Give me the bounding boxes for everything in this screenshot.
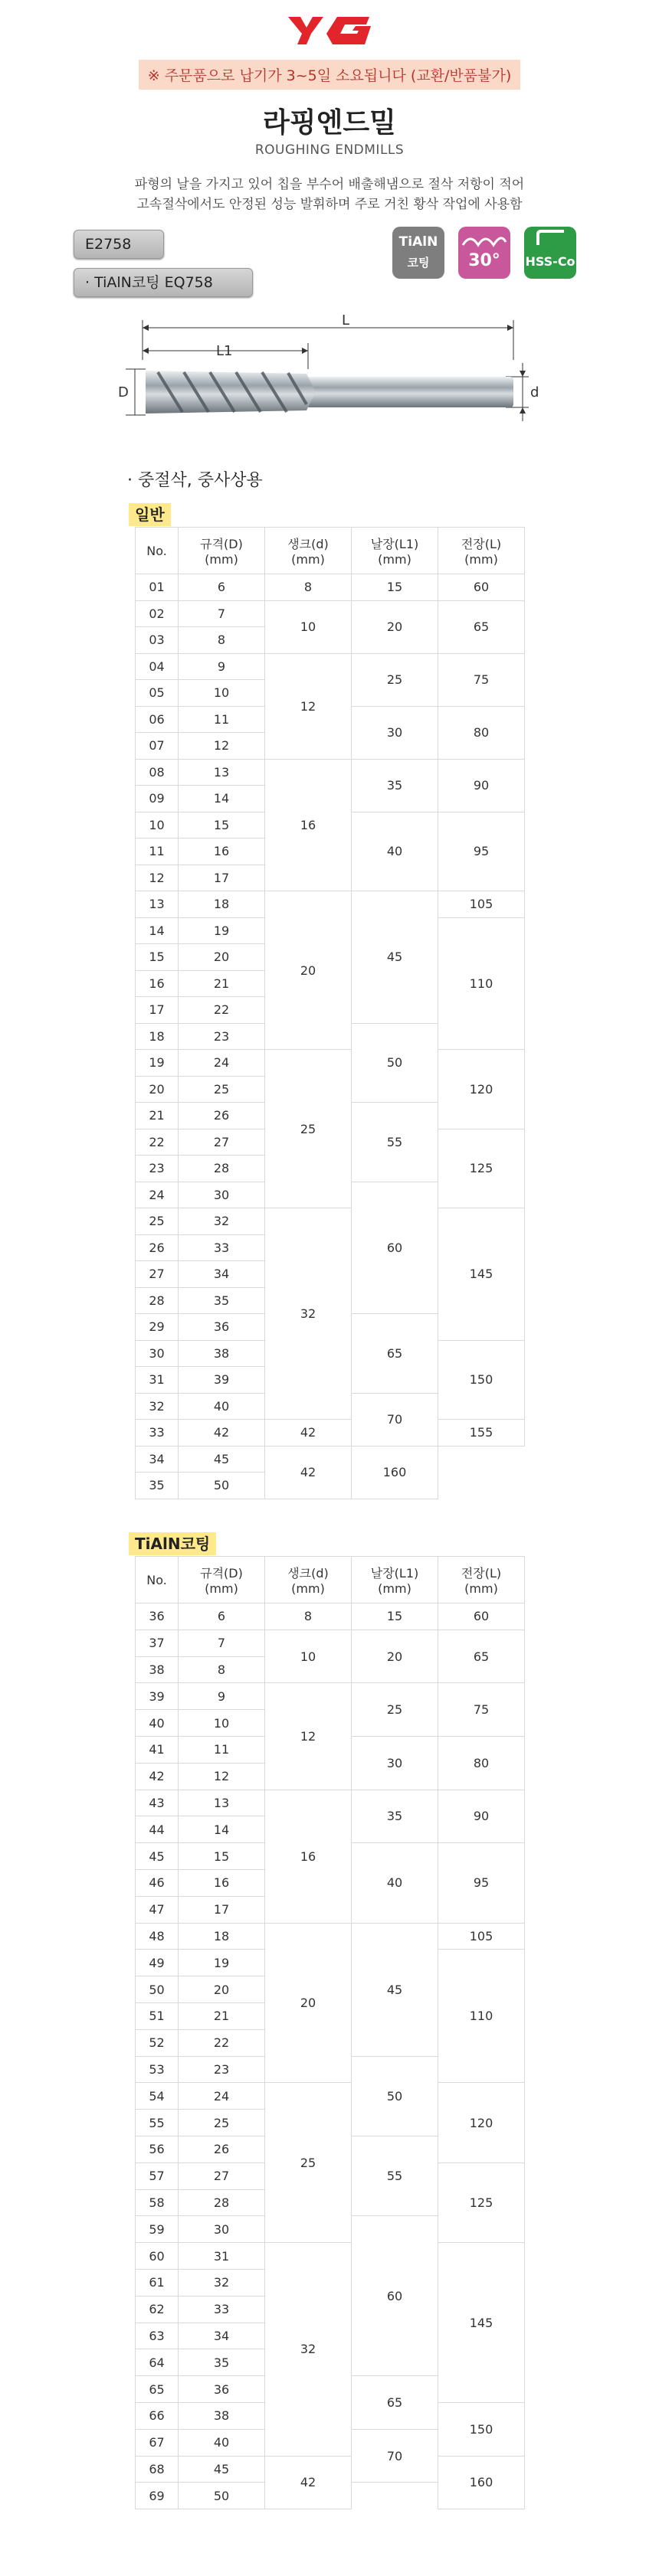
table-row bbox=[136, 653, 525, 680]
cell-no: 09 bbox=[136, 786, 179, 812]
usage-label: · 중절삭, 중사상용 bbox=[127, 471, 263, 490]
hss-co-badge bbox=[524, 227, 576, 279]
cell-flute-length: 35 bbox=[352, 1790, 438, 1843]
cell-diameter: 32 bbox=[179, 2269, 265, 2296]
cell-diameter: 40 bbox=[179, 2429, 265, 2456]
cell-diameter: 20 bbox=[179, 1976, 265, 2003]
page-subtitle: ROUGHING ENDMILLS bbox=[254, 142, 405, 158]
cell-diameter: 25 bbox=[179, 1076, 265, 1103]
page-title: 라핑엔드밀 bbox=[263, 107, 396, 139]
cell-overall-length: 80 bbox=[438, 1736, 525, 1790]
cell-no: 37 bbox=[136, 1630, 179, 1656]
cell-diameter: 23 bbox=[179, 1023, 265, 1050]
cell-overall-length: 160 bbox=[352, 1446, 438, 1499]
table-header-cell: 날장(L1) (mm) bbox=[352, 528, 438, 574]
cell-shank: 32 bbox=[265, 1208, 352, 1420]
cell-shank: 42 bbox=[265, 1420, 352, 1447]
cell-no: 11 bbox=[136, 839, 179, 865]
cell-overall-length: 110 bbox=[438, 917, 525, 1050]
spec-table-general bbox=[135, 527, 525, 1499]
table-header-row bbox=[136, 1557, 525, 1603]
table-header-cell: No. bbox=[136, 1557, 179, 1603]
cell-diameter: 21 bbox=[179, 2002, 265, 2029]
cell-diameter: 9 bbox=[179, 1683, 265, 1710]
cell-flute-length: 20 bbox=[352, 1630, 438, 1683]
cell-no: 21 bbox=[136, 1103, 179, 1129]
cell-diameter: 28 bbox=[179, 1156, 265, 1182]
cell-overall-length: 75 bbox=[438, 653, 525, 706]
cell-diameter: 17 bbox=[179, 865, 265, 891]
brand-logo bbox=[0, 14, 659, 51]
cell-no: 12 bbox=[136, 865, 179, 891]
cell-diameter: 34 bbox=[179, 2323, 265, 2349]
cell-shank: 8 bbox=[265, 1603, 352, 1630]
cell-diameter: 18 bbox=[179, 1923, 265, 1950]
endmill-diagram bbox=[115, 314, 544, 452]
cell-overall-length: 80 bbox=[438, 706, 525, 759]
description-line-1: 파형의 날을 가지고 있어 칩을 부수어 배출해냄으로 절삭 저항이 적어 bbox=[134, 177, 525, 192]
cell-no: 52 bbox=[136, 2029, 179, 2056]
cell-flute-length: 15 bbox=[352, 574, 438, 601]
cell-shank: 12 bbox=[265, 1683, 352, 1790]
cell-diameter: 25 bbox=[179, 2110, 265, 2136]
cell-no: 55 bbox=[136, 2110, 179, 2136]
cell-no: 15 bbox=[136, 944, 179, 971]
table-row bbox=[136, 1420, 525, 1447]
section-label-general bbox=[129, 502, 171, 525]
cell-shank: 10 bbox=[265, 1630, 352, 1683]
cell-diameter: 19 bbox=[179, 917, 265, 944]
cell-overall-length: 150 bbox=[438, 1340, 525, 1420]
table-header-cell: No. bbox=[136, 528, 179, 574]
cell-flute-length: 40 bbox=[352, 1843, 438, 1923]
notice-text: ※ 주문품으로 납기가 3~5일 소요됩니다 (교환/반품불가) bbox=[139, 60, 521, 90]
cell-flute-length: 50 bbox=[352, 1023, 438, 1103]
cell-diameter: 28 bbox=[179, 2189, 265, 2216]
cell-no: 16 bbox=[136, 970, 179, 997]
dimension-L: L bbox=[342, 314, 350, 329]
cell-diameter: 11 bbox=[179, 1736, 265, 1763]
cell-flute-length: 70 bbox=[352, 2429, 438, 2483]
table-header-cell: 전장(L) (mm) bbox=[438, 1557, 525, 1603]
cell-diameter: 50 bbox=[179, 1473, 265, 1499]
cell-diameter: 18 bbox=[179, 891, 265, 918]
cell-no: 39 bbox=[136, 1683, 179, 1710]
cell-flute-length: 35 bbox=[352, 759, 438, 812]
cell-no: 62 bbox=[136, 2296, 179, 2323]
cell-diameter: 35 bbox=[179, 1287, 265, 1314]
table-header-cell: 규격(D) (mm) bbox=[179, 528, 265, 574]
cell-diameter: 45 bbox=[179, 1446, 265, 1473]
cell-no: 41 bbox=[136, 1736, 179, 1763]
cell-diameter: 30 bbox=[179, 2216, 265, 2243]
cell-diameter: 36 bbox=[179, 2376, 265, 2403]
cell-diameter: 39 bbox=[179, 1367, 265, 1394]
cell-diameter: 16 bbox=[179, 1869, 265, 1896]
cell-no: 10 bbox=[136, 812, 179, 839]
cell-no: 20 bbox=[136, 1076, 179, 1103]
cell-diameter: 27 bbox=[179, 2162, 265, 2189]
cell-no: 18 bbox=[136, 1023, 179, 1050]
cell-shank: 25 bbox=[265, 2083, 352, 2243]
cell-no: 33 bbox=[136, 1420, 179, 1447]
cell-diameter: 40 bbox=[179, 1393, 265, 1420]
dimension-D: D bbox=[118, 384, 129, 400]
cell-diameter: 6 bbox=[179, 1603, 265, 1630]
cell-no: 60 bbox=[136, 2243, 179, 2270]
cell-no: 05 bbox=[136, 680, 179, 707]
table-row bbox=[136, 1050, 525, 1077]
cell-flute-length: 15 bbox=[352, 1603, 438, 1630]
table-row bbox=[136, 2456, 525, 2483]
spec-table-tialn bbox=[135, 1556, 525, 2509]
cell-shank: 32 bbox=[265, 2243, 352, 2456]
cell-no: 56 bbox=[136, 2136, 179, 2162]
cell-no: 69 bbox=[136, 2483, 179, 2509]
cell-shank: 8 bbox=[265, 574, 352, 601]
cell-no: 14 bbox=[136, 917, 179, 944]
cell-diameter: 17 bbox=[179, 1896, 265, 1923]
table-header-row bbox=[136, 528, 525, 574]
table-header-cell: 전장(L) (mm) bbox=[438, 528, 525, 574]
cell-no: 08 bbox=[136, 759, 179, 786]
badge-material-text: HSS-Co bbox=[525, 254, 575, 269]
section-general-text: 일반 bbox=[129, 503, 171, 526]
cell-diameter: 50 bbox=[179, 2483, 265, 2509]
product-code-normal: E2758 bbox=[74, 230, 164, 259]
cell-diameter: 26 bbox=[179, 1103, 265, 1129]
cell-diameter: 8 bbox=[179, 1656, 265, 1683]
material-icon bbox=[524, 227, 576, 250]
cell-no: 27 bbox=[136, 1261, 179, 1288]
cell-flute-length: 40 bbox=[352, 812, 438, 891]
cell-no: 46 bbox=[136, 1869, 179, 1896]
cell-no: 47 bbox=[136, 1896, 179, 1923]
cell-diameter: 20 bbox=[179, 944, 265, 971]
cell-flute-length: 60 bbox=[352, 2216, 438, 2376]
cell-flute-length: 45 bbox=[352, 1923, 438, 2056]
cell-no: 44 bbox=[136, 1816, 179, 1843]
table-row bbox=[136, 574, 525, 601]
cell-overall-length: 95 bbox=[438, 1843, 525, 1923]
cell-diameter: 6 bbox=[179, 574, 265, 601]
yg-logo-icon bbox=[284, 14, 375, 47]
cell-no: 50 bbox=[136, 1976, 179, 2003]
cell-overall-length: 120 bbox=[438, 1050, 525, 1129]
cell-no: 23 bbox=[136, 1156, 179, 1182]
table-header-cell: 생크(d) (mm) bbox=[265, 528, 352, 574]
cell-overall-length: 65 bbox=[438, 600, 525, 653]
cell-diameter: 16 bbox=[179, 839, 265, 865]
cell-no: 59 bbox=[136, 2216, 179, 2243]
cell-diameter: 23 bbox=[179, 2056, 265, 2083]
cell-diameter: 15 bbox=[179, 1843, 265, 1870]
badge-coating-text: TiAlN bbox=[398, 234, 438, 250]
cell-diameter: 10 bbox=[179, 1710, 265, 1737]
cell-flute-length: 50 bbox=[352, 2056, 438, 2136]
cell-shank: 16 bbox=[265, 1790, 352, 1923]
cell-no: 36 bbox=[136, 1603, 179, 1630]
table-header-cell: 규격(D) (mm) bbox=[179, 1557, 265, 1603]
cell-flute-length: 70 bbox=[352, 1393, 438, 1446]
cell-flute-length: 60 bbox=[352, 1182, 438, 1314]
cell-no: 57 bbox=[136, 2162, 179, 2189]
cell-no: 04 bbox=[136, 653, 179, 680]
cell-no: 63 bbox=[136, 2323, 179, 2349]
cell-overall-length: 120 bbox=[438, 2083, 525, 2162]
cell-overall-length: 65 bbox=[438, 1630, 525, 1683]
cell-no: 22 bbox=[136, 1129, 179, 1156]
cell-diameter: 27 bbox=[179, 1129, 265, 1156]
cell-diameter: 38 bbox=[179, 2402, 265, 2429]
dimension-L1: L1 bbox=[216, 343, 233, 359]
cell-no: 42 bbox=[136, 1763, 179, 1790]
cell-diameter: 36 bbox=[179, 1314, 265, 1341]
cell-no: 61 bbox=[136, 2269, 179, 2296]
dimension-d: d bbox=[530, 384, 539, 400]
cell-diameter: 22 bbox=[179, 997, 265, 1024]
cell-diameter: 15 bbox=[179, 812, 265, 839]
table-row bbox=[136, 1630, 525, 1656]
cell-flute-length: 45 bbox=[352, 891, 438, 1024]
cell-overall-length: 60 bbox=[438, 1603, 525, 1630]
cell-no: 28 bbox=[136, 1287, 179, 1314]
cell-diameter: 38 bbox=[179, 1340, 265, 1367]
cell-no: 26 bbox=[136, 1234, 179, 1261]
cell-overall-length: 105 bbox=[438, 891, 525, 918]
cell-shank: 12 bbox=[265, 653, 352, 759]
cell-diameter: 33 bbox=[179, 1234, 265, 1261]
cell-diameter: 26 bbox=[179, 2136, 265, 2162]
cell-shank: 20 bbox=[265, 891, 352, 1050]
description-line-2: 고속절삭에서도 안정된 성능 발휘하며 주로 거친 황삭 작업에 사용함 bbox=[136, 197, 523, 212]
cell-diameter: 24 bbox=[179, 1050, 265, 1077]
cell-diameter: 7 bbox=[179, 600, 265, 627]
cell-overall-length: 160 bbox=[438, 2456, 525, 2509]
cell-no: 66 bbox=[136, 2402, 179, 2429]
cell-no: 31 bbox=[136, 1367, 179, 1394]
cell-overall-length: 90 bbox=[438, 1790, 525, 1843]
cell-no: 65 bbox=[136, 2376, 179, 2403]
cell-no: 03 bbox=[136, 627, 179, 654]
table-row bbox=[136, 2083, 525, 2110]
cell-diameter: 12 bbox=[179, 733, 265, 760]
cell-diameter: 34 bbox=[179, 1261, 265, 1288]
cell-diameter: 35 bbox=[179, 2349, 265, 2376]
cell-no: 68 bbox=[136, 2456, 179, 2483]
table-row bbox=[136, 1683, 525, 1710]
cell-diameter: 7 bbox=[179, 1630, 265, 1656]
cell-overall-length: 150 bbox=[438, 2402, 525, 2456]
cell-diameter: 19 bbox=[179, 1950, 265, 1976]
cell-flute-length: 30 bbox=[352, 1736, 438, 1790]
cell-diameter: 14 bbox=[179, 786, 265, 812]
table-row bbox=[136, 1446, 525, 1473]
cell-overall-length: 105 bbox=[438, 1923, 525, 1950]
cell-no: 24 bbox=[136, 1182, 179, 1208]
cell-flute-length: 55 bbox=[352, 2136, 438, 2215]
cell-shank: 16 bbox=[265, 759, 352, 891]
table-row bbox=[136, 1603, 525, 1630]
cell-no: 54 bbox=[136, 2083, 179, 2110]
badge-coating-sub: 코팅 bbox=[407, 256, 430, 270]
cell-diameter: 21 bbox=[179, 970, 265, 997]
table-row bbox=[136, 1923, 525, 1950]
order-notice bbox=[0, 60, 659, 90]
cell-no: 32 bbox=[136, 1393, 179, 1420]
cell-no: 43 bbox=[136, 1790, 179, 1816]
cell-shank: 20 bbox=[265, 1923, 352, 2083]
cell-shank: 42 bbox=[265, 2456, 352, 2509]
cell-no: 02 bbox=[136, 600, 179, 627]
cell-overall-length: 145 bbox=[438, 2243, 525, 2403]
table-header-cell: 생크(d) (mm) bbox=[265, 1557, 352, 1603]
cell-no: 48 bbox=[136, 1923, 179, 1950]
cell-diameter: 24 bbox=[179, 2083, 265, 2110]
tialn-coating-badge bbox=[392, 227, 444, 279]
table-row bbox=[136, 2243, 525, 2270]
cell-no: 64 bbox=[136, 2349, 179, 2376]
badge-angle-text: 30° bbox=[468, 251, 500, 270]
cell-diameter: 8 bbox=[179, 627, 265, 654]
table-row bbox=[136, 1208, 525, 1235]
cell-no: 67 bbox=[136, 2429, 179, 2456]
cell-flute-length: 30 bbox=[352, 706, 438, 759]
cell-diameter: 13 bbox=[179, 759, 265, 786]
cell-diameter: 32 bbox=[179, 1208, 265, 1235]
cell-diameter: 10 bbox=[179, 680, 265, 707]
cell-diameter: 22 bbox=[179, 2029, 265, 2056]
cell-diameter: 12 bbox=[179, 1763, 265, 1790]
cell-no: 07 bbox=[136, 733, 179, 760]
cell-flute-length: 25 bbox=[352, 1683, 438, 1737]
cell-flute-length: 55 bbox=[352, 1103, 438, 1182]
table-row bbox=[136, 600, 525, 627]
cell-no: 06 bbox=[136, 706, 179, 733]
table-row bbox=[136, 1790, 525, 1816]
cell-no: 01 bbox=[136, 574, 179, 601]
cell-no: 17 bbox=[136, 997, 179, 1024]
section-label-tialn bbox=[129, 1532, 216, 1554]
cell-diameter: 30 bbox=[179, 1182, 265, 1208]
cell-no: 38 bbox=[136, 1656, 179, 1683]
cell-diameter: 33 bbox=[179, 2296, 265, 2323]
cell-no: 19 bbox=[136, 1050, 179, 1077]
cell-diameter: 9 bbox=[179, 653, 265, 680]
cell-flute-length: 25 bbox=[352, 653, 438, 706]
cell-no: 49 bbox=[136, 1950, 179, 1976]
table-row bbox=[136, 759, 525, 786]
product-code-coated: · TiAlN코팅 EQ758 bbox=[74, 268, 253, 297]
cell-diameter: 11 bbox=[179, 706, 265, 733]
cell-flute-length: 20 bbox=[352, 600, 438, 653]
cell-overall-length: 125 bbox=[438, 1129, 525, 1208]
cell-overall-length: 95 bbox=[438, 812, 525, 891]
cell-overall-length: 90 bbox=[438, 759, 525, 812]
helix-angle-badge bbox=[458, 227, 510, 279]
cell-overall-length: 125 bbox=[438, 2162, 525, 2242]
table-header-cell: 날장(L1) (mm) bbox=[352, 1557, 438, 1603]
cell-diameter: 31 bbox=[179, 2243, 265, 2270]
cell-diameter: 45 bbox=[179, 2456, 265, 2483]
cell-no: 40 bbox=[136, 1710, 179, 1737]
cell-overall-length: 155 bbox=[438, 1420, 525, 1447]
cell-flute-length: 65 bbox=[352, 2376, 438, 2430]
cell-no: 51 bbox=[136, 2002, 179, 2029]
helix-icon bbox=[458, 227, 510, 253]
cell-diameter: 14 bbox=[179, 1816, 265, 1843]
table-row bbox=[136, 891, 525, 918]
cell-overall-length: 145 bbox=[438, 1208, 525, 1341]
cell-no: 45 bbox=[136, 1843, 179, 1870]
cell-flute-length: 65 bbox=[352, 1314, 438, 1394]
cell-no: 13 bbox=[136, 891, 179, 918]
cell-no: 29 bbox=[136, 1314, 179, 1341]
cell-overall-length: 75 bbox=[438, 1683, 525, 1737]
cell-no: 35 bbox=[136, 1473, 179, 1499]
cell-diameter: 13 bbox=[179, 1790, 265, 1816]
section-tialn-text: TiAlN코팅 bbox=[129, 1532, 216, 1555]
cell-shank: 42 bbox=[265, 1446, 352, 1499]
cell-no: 53 bbox=[136, 2056, 179, 2083]
cell-diameter: 42 bbox=[179, 1420, 265, 1447]
cell-overall-length: 60 bbox=[438, 574, 525, 601]
cell-shank: 10 bbox=[265, 600, 352, 653]
cell-no: 30 bbox=[136, 1340, 179, 1367]
cell-overall-length: 110 bbox=[438, 1950, 525, 2083]
cell-no: 25 bbox=[136, 1208, 179, 1235]
cell-no: 58 bbox=[136, 2189, 179, 2216]
cell-no: 34 bbox=[136, 1446, 179, 1473]
cell-shank: 25 bbox=[265, 1050, 352, 1208]
